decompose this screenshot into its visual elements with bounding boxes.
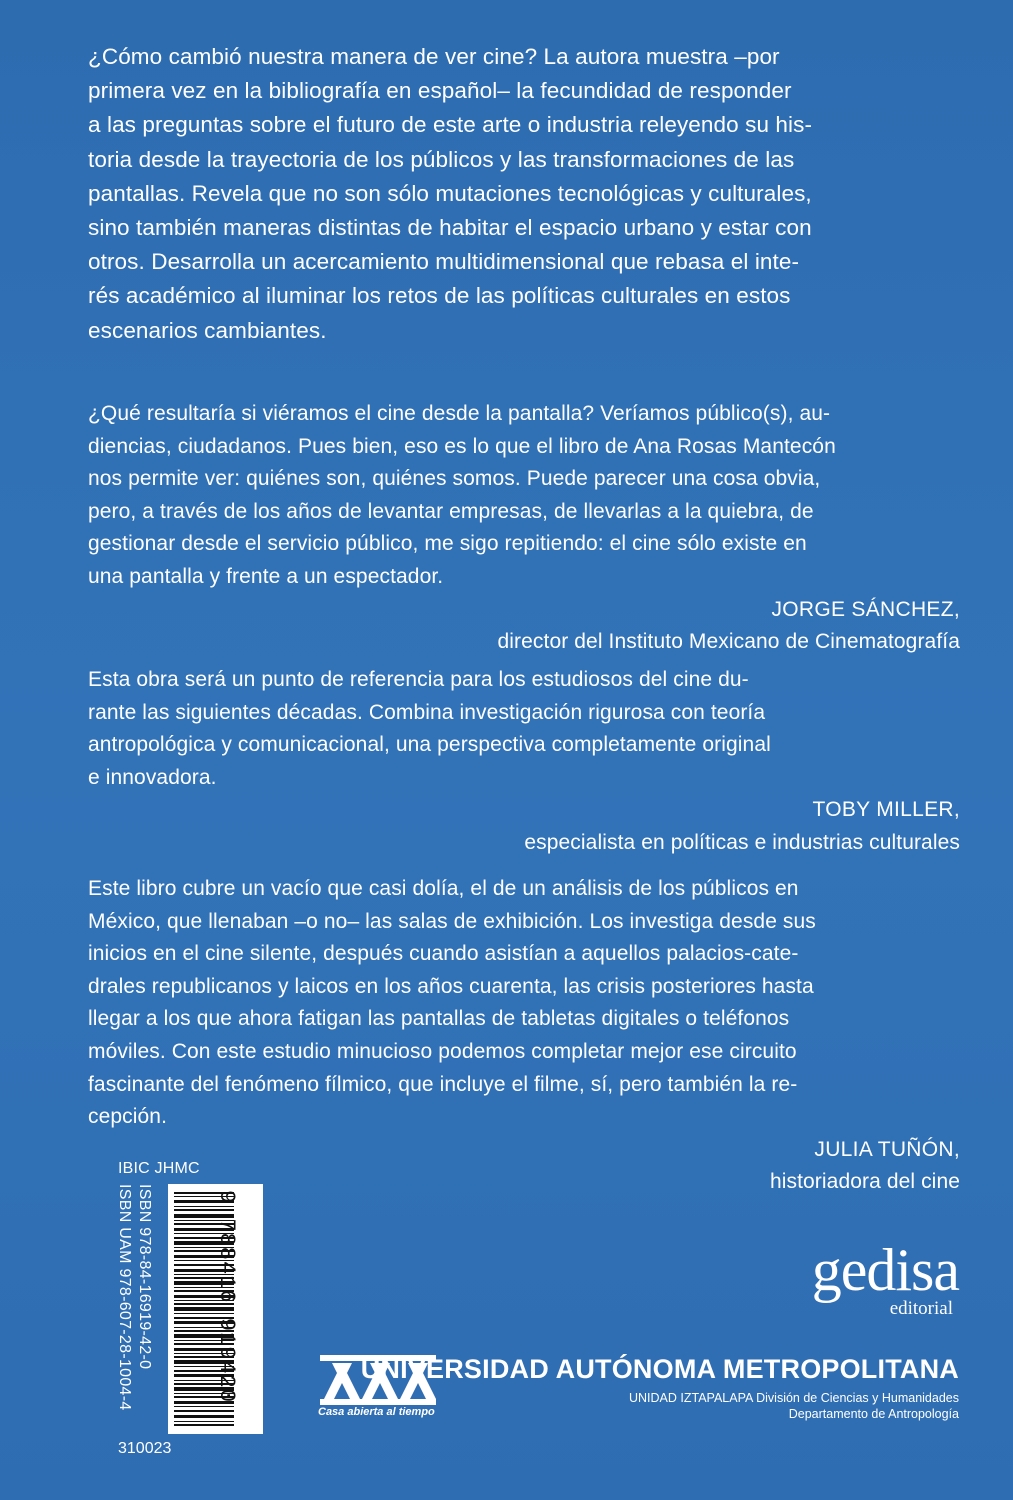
publisher-sub: editorial [889, 1298, 953, 1319]
isbn-uam-label: ISBN UAM 978-607-28-1004-4 [116, 1184, 133, 1411]
quote-author-role: historiadora del cine [769, 1170, 960, 1194]
quote-line: e innovadora. [88, 765, 217, 789]
quote-line: cepción. [88, 1105, 168, 1129]
quote-line: móviles. Con este estudio minucioso podemos completar mejor ese circuito [88, 1039, 797, 1063]
unit-line: UNIDAD IZTAPALAPA División de Ciencias y Humanidades [629, 1391, 959, 1405]
quote-author: JORGE SÁNCHEZ, [771, 597, 960, 621]
quote-line: México, que llenaban –o no– las salas de exhibición. Los investiga desde sus [88, 909, 816, 933]
quote-line: nos permite ver: quiénes son, quiénes somos. Puede parecer una cosa obvia, [88, 467, 821, 491]
publisher-name: gedisa [811, 1237, 959, 1303]
quote-line: diencias, ciudadanos. Pues bien, eso es lo que el libro de Ana Rosas Mantecón [88, 434, 836, 458]
stock-code: 310023 [118, 1440, 172, 1457]
intro-line: primera vez en la bibliografía en español– la fecundidad de responder [88, 78, 792, 104]
university-unit [629, 1390, 959, 1422]
intro-line: a las preguntas sobre el futuro de este arte o industria releyendo su his- [88, 112, 813, 138]
quote-line: Este libro cubre un vacío que casi dolía, el de un análisis de los públicos en [88, 877, 799, 900]
intro-line: escenarios cambiantes. [88, 317, 327, 343]
quote-line: gestionar desde el servicio público, me sigo repitiendo: el cine sólo existe en [88, 532, 807, 556]
quote-julia-tunon [88, 873, 960, 1199]
intro-text [88, 40, 960, 348]
quote-toby-miller [88, 664, 960, 860]
quote-line: pero, a través de los años de levantar empresas, de llevarlas a la quiebra, de [88, 499, 814, 523]
intro-line: pantallas. Revela que no son sólo mutaciones tecnológicas y culturales, [88, 180, 812, 206]
quote-line: Esta obra será un punto de referencia para los estudiosos del cine du- [88, 668, 749, 691]
intro-line: ¿Cómo cambió nuestra manera de ver cine? La autora muestra –por [88, 44, 780, 69]
ibic-code: IBIC JHMC [118, 1160, 200, 1177]
intro-line: sino también maneras distintas de habitar el espacio urbano y estar con [88, 215, 812, 241]
quote-line: ¿Qué resultaría si viéramos el cine desde la pantalla? Veríamos público(s), au- [88, 402, 831, 425]
intro-line: otros. Desarrolla un acercamiento multidimensional que rebasa el inte- [88, 249, 800, 275]
quote-line: antropológica y comunicacional, una perspectiva completamente original [88, 733, 771, 757]
quote-author-role: especialista en políticas e industrias culturales [524, 830, 960, 854]
quote-line: inicios en el cine silente, después cuando asistían a aquellos palacios-cate- [88, 942, 799, 966]
barcode-digits: 9 788416 919420 [214, 1190, 239, 1404]
intro-line: rés académico al iluminar los retos de las políticas culturales en estos [88, 283, 791, 309]
quote-author-role: director del Instituto Mexicano de Cinematografía [497, 630, 960, 654]
quote-line: llegar a los que ahora fatigan las pantallas de tabletas digitales o teléfonos [88, 1007, 790, 1031]
quote-jorge-sanchez [88, 398, 960, 659]
quote-line: una pantalla y frente a un espectador. [88, 564, 444, 588]
quote-author: JULIA TUÑÓN, [814, 1137, 960, 1161]
university-name: UNIVERSIDAD AUTÓNOMA METROPOLITANA [360, 1354, 959, 1384]
quote-line: fascinante del fenómeno fílmico, que incluye el filme, sí, pero también la re- [88, 1072, 798, 1096]
department-line: Departamento de Antropología [788, 1407, 959, 1421]
isbn-label: ISBN 978-84-16919-42-0 [136, 1184, 153, 1370]
quote-line: drales republicanos y laicos en los años cuarenta, las crisis posteriores hasta [88, 974, 814, 998]
intro-line: toria desde la trayectoria de los públicos y las transformaciones de las [88, 146, 795, 172]
gedisa-logo [811, 1237, 959, 1319]
quote-line: rante las siguientes décadas. Combina investigación rigurosa con teoría [88, 700, 766, 724]
quote-author: TOBY MILLER, [812, 798, 960, 822]
uam-motto: Casa abierta al tiempo [318, 1406, 435, 1418]
